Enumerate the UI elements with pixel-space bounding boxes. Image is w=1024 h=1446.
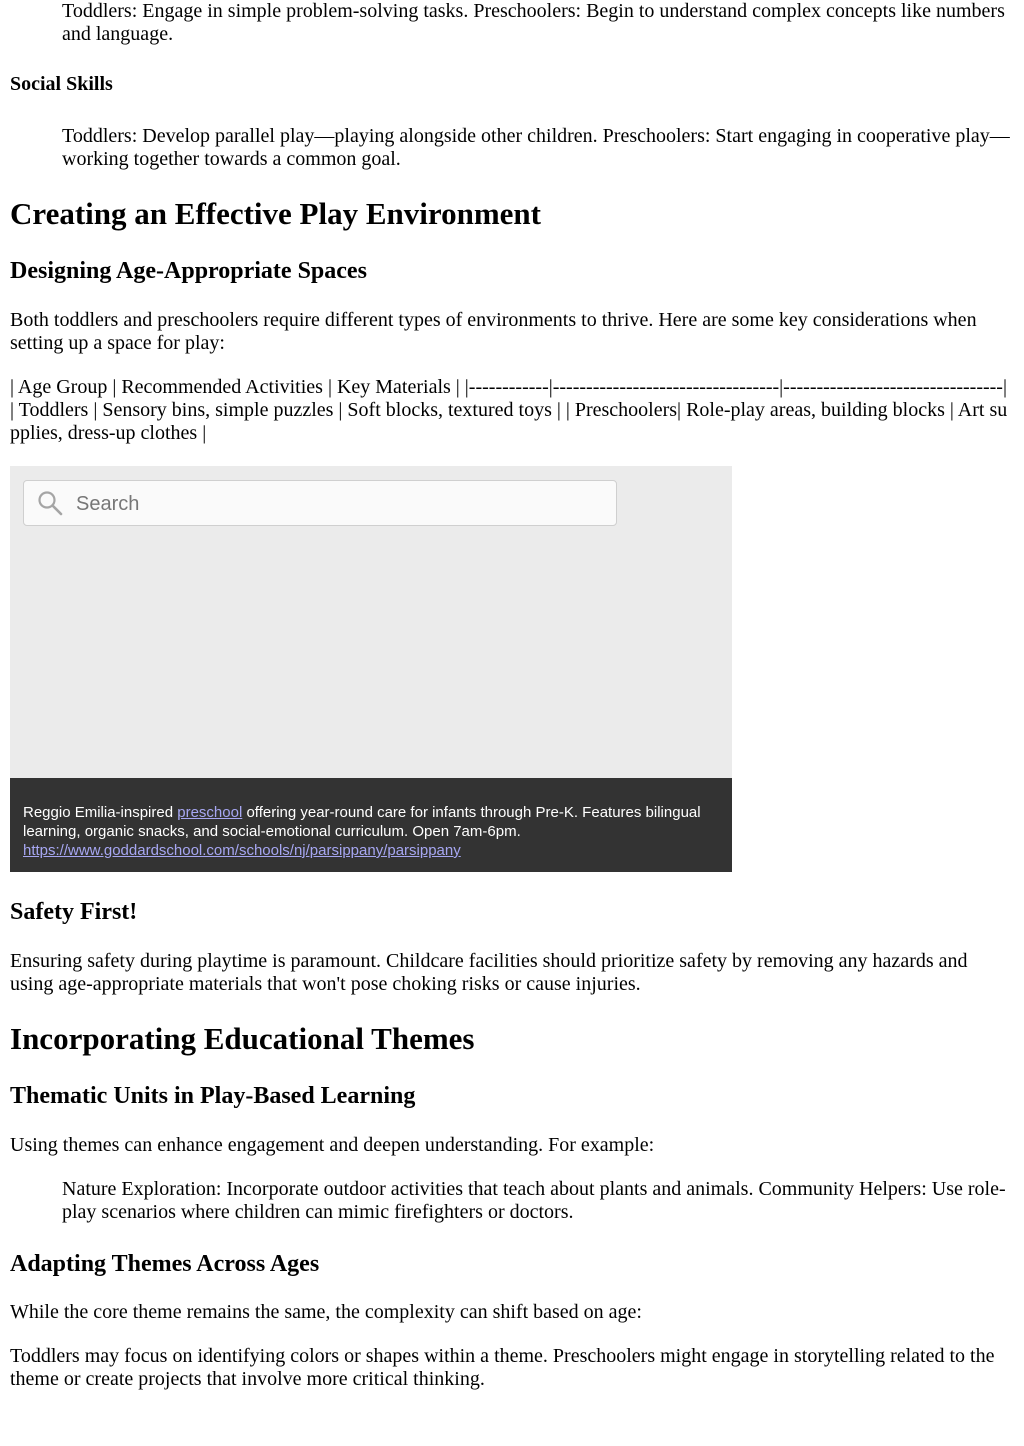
adapting-themes-intro: While the core theme remains the same, the complexity can shift based on age: [10, 1301, 642, 1323]
themes-intro: Using themes can enhance engagement and deepen understanding. For example: [10, 1134, 655, 1156]
map-caption [10, 778, 732, 872]
safety-body: Ensuring safety during playtime is paramount. Childcare facilities should prioritize safety by removing any hazards and using age-appropriate materials that won't pose choking risks or cause injuries. [10, 950, 968, 995]
problem-solving-blockquote: Toddlers: Engage in simple problem-solving tasks. Preschoolers: Begin to understand complex concepts like numbers and language. [62, 0, 1005, 45]
play-environment-heading: Creating an Effective Play Environment [10, 196, 541, 231]
adapting-themes-heading: Adapting Themes Across Ages [10, 1251, 320, 1277]
adapting-themes-body: Toddlers may focus on identifying colors or shapes within a theme. Preschoolers might engage in storytelling related to the theme or create projects that involve more critical thinking. [10, 1345, 995, 1390]
thematic-units-heading: Thematic Units in Play-Based Learning [10, 1083, 416, 1109]
social-skills-heading: Social Skills [10, 73, 113, 95]
age-group-raw-table: | Age Group | Recommended Activities | Key Materials | |------------|----------------------------------|---------------------------------| | Toddlers | Sensory bins, simple puzzles | Soft blocks, textured toys | | Preschoolers| Role-play areas, building blocks | Art supplies, dress-up clothes | [10, 376, 1008, 444]
social-skills-blockquote: Toddlers: Develop parallel play—playing alongside other children. Preschoolers: Start engaging in cooperative play—working together towards a common goal. [62, 125, 1010, 170]
themes-blockquote: Nature Exploration: Incorporate outdoor activities that teach about plants and animals. Community Helpers: Use role-play scenarios where children can mimic firefighters or doctors. [62, 1178, 1006, 1223]
safety-heading: Safety First! [10, 899, 138, 925]
map-embed[interactable] [10, 466, 732, 872]
caption-text-start: Reggio Emilia-inspired [23, 804, 178, 821]
school-url-link[interactable]: https://www.goddardschool.com/schools/nj/parsippany/parsippany [23, 842, 461, 859]
preschool-link[interactable]: preschool [177, 804, 243, 821]
age-appropriate-spaces-heading: Designing Age-Appropriate Spaces [10, 258, 367, 284]
caption-text-end: offering year-round care for infants through Pre-K. Features bilingual learning, organic snacks, and social-emotional curriculum. Open 7am-6pm. [23, 804, 701, 840]
search-icon [37, 490, 63, 516]
map-search-input[interactable]: Search [76, 493, 140, 515]
educational-themes-heading: Incorporating Educational Themes [10, 1021, 475, 1056]
play-environment-intro: Both toddlers and preschoolers require different types of environments to thrive. Here are some key considerations when setting up a space for play: [10, 309, 977, 354]
map-search-box[interactable] [23, 480, 617, 526]
